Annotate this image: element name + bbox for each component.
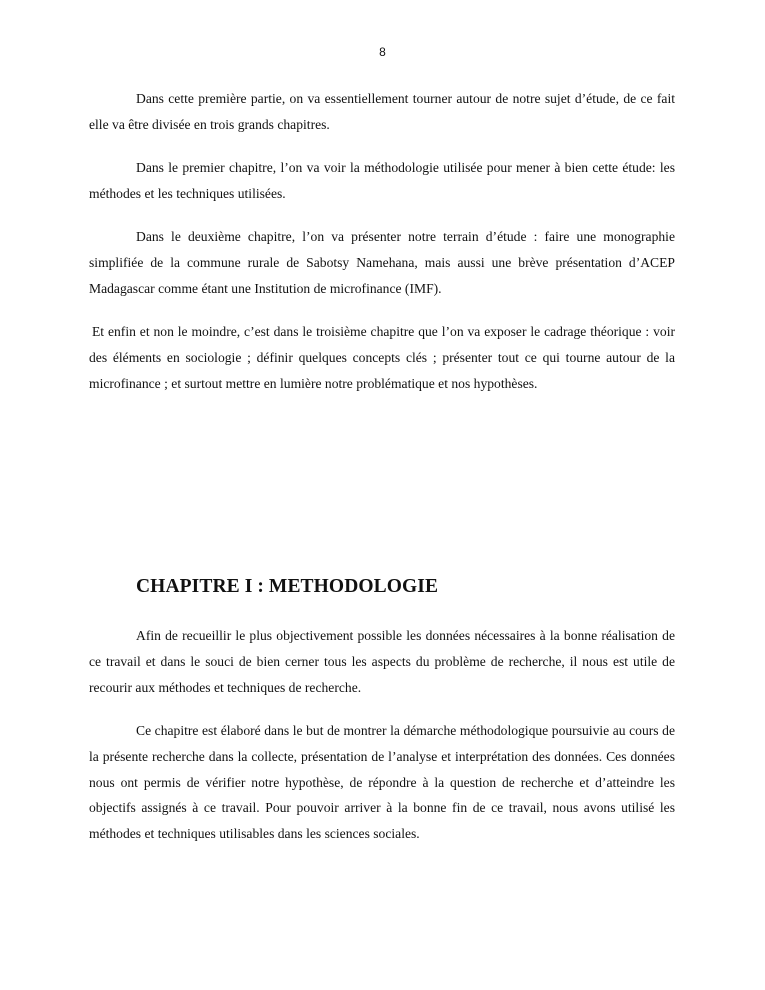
intro-paragraph-2: Dans le premier chapitre, l’on va voir la méthodologie utilisée pour mener à bien cette étude: les méthodes et les techniques utilisées. — [89, 160, 675, 201]
intro-paragraph-4: Et enfin et non le moindre, c’est dans le troisième chapitre que l’on va exposer le cadrage théorique : voir des éléments en sociologie ; définir quelques concepts clés ; présenter tout ce qui tourne autour de la microfinance ; et surtout mettre en lumière notre problématique et nos hypothèses. — [89, 324, 675, 391]
page-number: 8 — [379, 45, 386, 59]
intro-paragraph-3: Dans le deuxième chapitre, l’on va présenter notre terrain d’étude : faire une monographie simplifiée de la commune rurale de Sabotsy Namehana, mais aussi une brève présentation d’ACEP Madagascar comme étant une Institution de microfinance (IMF). — [89, 229, 675, 296]
chapter-paragraph-1: Afin de recueillir le plus objectivement possible les données nécessaires à la bonne réalisation de ce travail et dans le souci de bien cerner tous les aspects du problème de recherche, il nous est utile de recourir aux méthodes et techniques de recherche. — [89, 628, 675, 695]
chapter-title: CHAPITRE I : METHODOLOGIE — [136, 576, 439, 597]
intro-paragraph-1: Dans cette première partie, on va essentiellement tourner autour de notre sujet d’étude, de ce fait elle va être divisée en trois grands chapitres. — [89, 91, 675, 132]
chapter-paragraph-2: Ce chapitre est élaboré dans le but de montrer la démarche méthodologique poursuivie au cours de la présente recherche dans la collecte, présentation de l’analyse et interprétation des données. Ces données nous ont permis de vérifier notre hypothèse, de répondre à la question de recherche et d’atteindre les objectifs assignés à ce travail. Pour pouvoir arriver à la bonne fin de ce travail, nous avons utilisé les méthodes et techniques utilisables dans les sciences sociales. — [89, 723, 675, 842]
